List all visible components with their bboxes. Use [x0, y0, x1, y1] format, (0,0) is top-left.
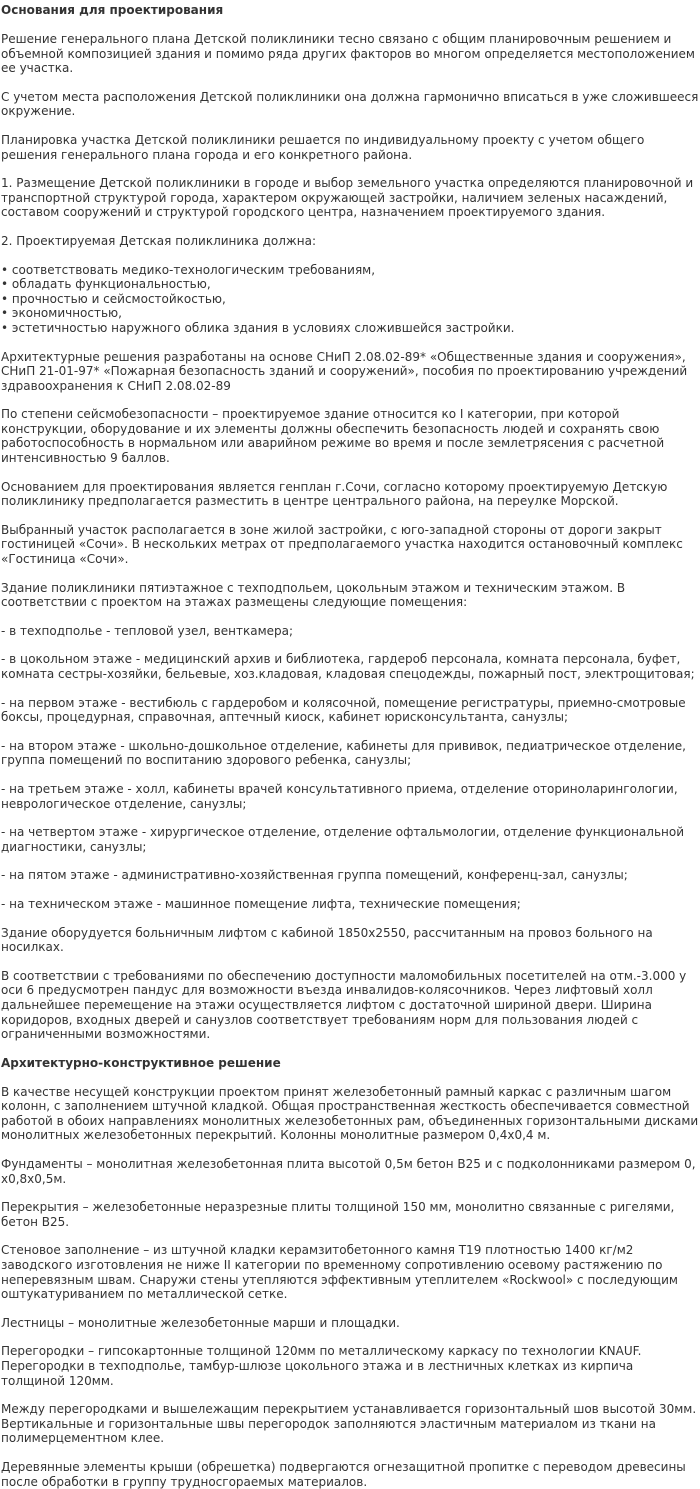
paragraph: Деревянные элементы крыши (обрешетка) подвергаются огнезащитной пропитке с переводом древесины после обработки в группу трудносгораемых материалов. — [1, 1459, 686, 1489]
paragraph: Основанием для проектирования является генплан г.Сочи, согласно которому проектируемую Детскую поликлинику предполагается разместить в центре центрального района, на переулке Морской. — [1, 479, 668, 509]
paragraph: Между перегородками и вышележащим перекрытием устанавливается горизонтальный шов высотой 30мм. Вертикальные и горизонтальные швы перегородок заполняются эластичным материалом из ткани на полимерцементном клее. — [1, 1402, 697, 1446]
paragraph: - в цокольном этаже - медицинский архив и библиотека, гардероб персонала, комната персонала, буфет, комната сестры-хозяйки, бельевые, хоз.кладовая, кладовая спецодежды, пожарный пост, электрощитовая; — [1, 652, 695, 681]
list-item: • эстетичностью наружного облика здания в условиях сложившейся застройки. — [1, 321, 700, 336]
paragraph: 1. Размещение Детской поликлиники в городе и выбор земельного участка определяются планировочной и транспортной структурой города, характером окружающей застройки, наличием зеленых насаждений, составом сооружений и структурой городского центра, назначением проектируемого здания. — [1, 176, 694, 220]
paragraph: Перекрытия – железобетонные неразрезные плиты толщиной 150 мм, монолитно связанные с ригелями, бетон В25. — [1, 1200, 675, 1229]
paragraph: Стеновое заполнение – из штучной кладки керамзитобетонного камня Т19 плотностью 1400 кг/м2 заводского изготовления не ниже II категории по временному сопротивлению осевому растяжению по неперевязным швам. Снаружи стены утепляются эффективным утеплителем «Rockwool» с последующим оштукатуриванием по металлической сетке. — [1, 1243, 678, 1302]
list-item: • соответствовать медико-технологическим требованиям, — [1, 263, 700, 278]
paragraph: Фундаменты – монолитная железобетонная плита высотой 0,5м бетон В25 и с подколонниками размером 0, х0,8х0,5м. — [1, 1157, 696, 1186]
list-item: • экономичностью, — [1, 306, 700, 321]
paragraph: Здание оборудуется больничным лифтом с кабиной 1850х2550, рассчитанным на провоз больного на носилках. — [1, 925, 653, 955]
paragraph: Планировка участка Детской поликлиники решается по индивидуальному проекту с учетом общего решения генерального плана города и его конкретного района. — [1, 132, 645, 162]
paragraph: - на четвертом этаже - хирургическое отделение, отделение офтальмологии, отделение функциональной диагностики, санузлы; — [1, 825, 685, 854]
paragraph: Перегородки – гипсокартонные толщиной 120мм по металлическому каркасу по технологии KNAUF. Перегородки в техподполье, тамбур-шлюзе цокольного этажа и в лестничных клетках из кирпича толщиной 120мм. — [1, 1344, 642, 1388]
list-item: • обладать функциональностью, — [1, 277, 700, 292]
paragraph: В соответствии с требованиями по обеспечению доступности маломобильных посетителей на отм.-3.000 у оси 6 предусмотрен пандус для возможности въезда инвалидов-колясочников. Через лифтовый холл дальнейшее перемещение на этажи осуществляется лифтом с достаточной шириной двери. Ширина коридоров, входных дверей и санузлов соответствует требованиям норм для пользования людей с ограниченными возможностями. — [1, 968, 687, 1042]
paragraph: Лестницы – монолитные железобетонные марши и площадки. — [1, 1315, 400, 1330]
paragraph: - на первом этаже - вестибюль с гардеробом и колясочной, помещение регистратуры, приемно-смотровые боксы, процедурная, справочная, аптечный киоск, кабинет юрисконсультанта, санузлы; — [1, 695, 686, 725]
paragraph: Решение генерального плана Детской поликлиники тесно связано с общим планировочным решением и объемной композицией здания и помимо ряда других факторов во многом определяется местоположением ее участка. — [1, 32, 695, 76]
paragraph: Выбранный участок располагается в зоне жилой застройки, с юго-западной стороны от дороги закрыт гостиницей «Сочи». В нескольких метрах от предполагаемого участка находится остановочный комплекс «Гостиница «Сочи». — [1, 522, 683, 567]
paragraph: - на техническом этаже - машинное помещение лифта, технические помещения; — [1, 896, 521, 911]
paragraph: - на втором этаже - школьно-дошкольное отделение, кабинеты для прививок, педиатрическое отделение, группа помещений по воспитанию здорового ребенка, санузлы; — [1, 738, 686, 768]
requirements-list — [1, 263, 700, 336]
paragraph: - в техподполье - тепловой узел, венткамера; — [1, 623, 294, 638]
paragraph: Архитектурные решения разработаны на основе СНиП 2.08.02-89* «Общественные здания и сооружения», СНиП 21-01-97* «Пожарная безопасность зданий и сооружений», пособия по проектированию учреждений здравоохранения к СНиП 2.08.02-89 — [1, 349, 688, 393]
section-heading-design-basis: Основания для проектирования — [1, 3, 224, 17]
paragraph: В качестве несущей конструкции проектом принят железобетонный рамный каркас с различным шагом колонн, с заполнением штучной кладкой. Общая пространственная жесткость обеспечивается совместной работой в обоих направлениях монолитных железобетонных рам, объединенных горизонтальными дисками монолитных железобетонных перекрытий. Колонны монолитные размером 0,4х0,4 м. — [1, 1084, 699, 1143]
list-item: • прочностью и сейсмостойкостью, — [1, 292, 700, 307]
paragraph: Здание поликлиники пятиэтажное с техподпольем, цокольным этажом и техническим этажом. В соответствии с проектом на этажах размещены следующие помещения: — [1, 580, 626, 610]
paragraph: По степени сейсмобезопасности – проектируемое здание относится ко I категории, при которой конструкции, оборудование и их элементы должны обеспечить безопасность людей и сохранять свою работоспособность в нормальном или аварийном режиме во время и после землетрясения с расчетной интенсивностью 9 баллов. — [1, 407, 665, 466]
paragraph: - на пятом этаже - административно-хозяйственная группа помещений, конференц-зал, санузлы; — [1, 868, 628, 883]
paragraph: 2. Проектируемая Детская поликлиника должна: — [1, 233, 316, 248]
section-heading-architectural-solution: Архитектурно-конструктивное решение — [1, 1055, 281, 1070]
paragraph: - на третьем этаже - холл, кабинеты врачей консультативного приема, отделение оториноларингологии, неврологическое отделение, санузлы; — [1, 781, 678, 811]
paragraph: С учетом места расположения Детской поликлиники она должна гармонично вписаться в уже сложившееся окружение. — [1, 89, 699, 119]
